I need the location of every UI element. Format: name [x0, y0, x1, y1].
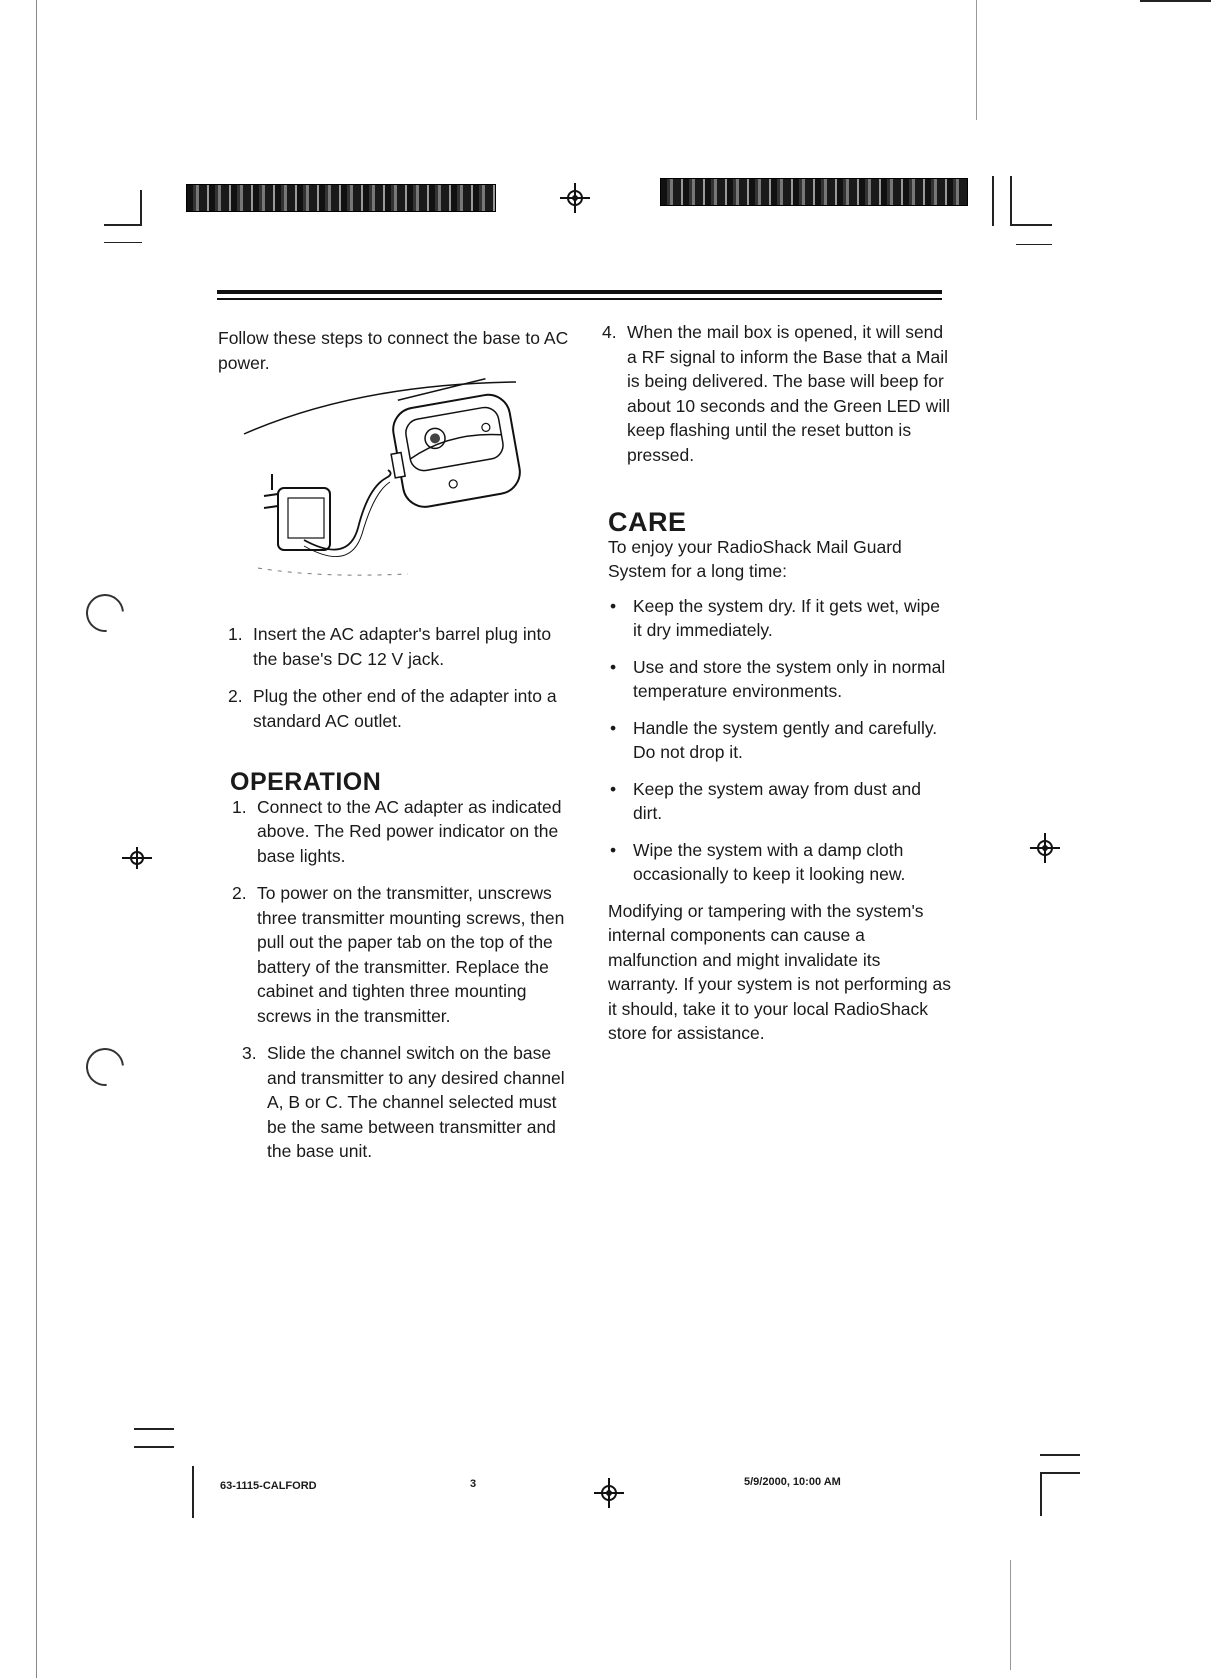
list-item [608, 594, 953, 643]
operation-heading: OPERATION [230, 768, 382, 796]
binder-hole-mark [78, 1040, 132, 1094]
crop-mark [1010, 224, 1052, 226]
step-number: 1. [232, 796, 247, 817]
list-item [232, 881, 580, 1028]
step-number: 1. [228, 624, 243, 644]
connect-steps [228, 622, 578, 746]
step-text: Insert the AC adapter's barrel plug into the base's DC 12 V jack. [253, 624, 552, 669]
step-number: 2. [228, 686, 243, 706]
bullet-dot: • [610, 595, 617, 616]
step-number: 3. [242, 1043, 257, 1063]
crop-mark [1040, 1454, 1080, 1456]
adapter-illustration [238, 378, 528, 588]
registration-mark [122, 843, 152, 873]
footer-file: 63-1115-CALFORD [220, 1480, 317, 1492]
bullet-text: Keep the system away from dust and dirt. [633, 778, 921, 823]
left-column [218, 326, 578, 375]
crop-mark [134, 1428, 174, 1430]
list-item [228, 622, 578, 671]
list-item [232, 795, 580, 869]
bullet-text: Wipe the system with a damp cloth occasionally to keep it looking new. [633, 839, 906, 884]
step-number: 4. [602, 322, 617, 342]
list-item [602, 320, 950, 467]
print-strip-right [660, 178, 968, 206]
operation-section [230, 770, 580, 1177]
list-item [228, 684, 578, 733]
list-item [608, 777, 953, 826]
crop-mark [1010, 1560, 1011, 1670]
step-text: When the mail box is opened, it will send a RF signal to inform the Base that a Mail is being delivered. The base will beep for about 10 seconds and the Green LED will keep flashing until the reset button is pressed. [627, 322, 950, 465]
crop-mark [1010, 176, 1012, 226]
step-text: Connect to the AC adapter as indicated above. The Red power indicator on the base lights. [257, 796, 562, 866]
crop-mark [36, 0, 37, 1678]
header-rule-thin [217, 298, 942, 300]
crop-mark [1016, 244, 1052, 245]
registration-mark [594, 1478, 624, 1508]
step-text: Plug the other end of the adapter into a standard AC outlet. [253, 686, 557, 731]
crop-mark [1040, 1472, 1080, 1474]
crop-mark [104, 242, 142, 243]
list-item [608, 655, 953, 704]
intro-text: Follow these steps to connect the base to AC power. [218, 328, 569, 373]
binder-hole-mark [78, 586, 132, 640]
bullet-dot: • [610, 778, 617, 799]
registration-mark [560, 183, 590, 213]
bullet-dot: • [610, 717, 617, 738]
crop-mark [1140, 0, 1211, 2]
list-item [608, 716, 953, 765]
bullet-dot: • [610, 656, 617, 677]
footer-datetime: 5/9/2000, 10:00 AM [744, 1476, 841, 1488]
step-text: To power on the transmitter, unscrews three transmitter mounting screws, then pull out the paper tab on the top of the battery of the transmitter. Replace the cabinet and tighten three mounting screws in the transmitter. [257, 883, 565, 1026]
crop-mark [992, 176, 994, 226]
bullet-dot: • [610, 839, 617, 860]
crop-mark [976, 0, 977, 120]
bullet-text: Handle the system gently and carefully. Do not drop it. [633, 717, 938, 762]
step-text: Slide the channel switch on the base and transmitter to any desired channel A, B or C. The channel selected must be the same between transmitter and the base unit. [267, 1043, 565, 1161]
crop-mark [1040, 1472, 1042, 1516]
care-intro: To enjoy your RadioShack Mail Guard System for a long time: [608, 536, 902, 581]
step-number: 2. [232, 883, 247, 903]
list-item [608, 838, 953, 887]
list-item [242, 1041, 580, 1164]
crop-mark [192, 1466, 194, 1518]
care-heading: CARE [608, 507, 687, 537]
header-rule [217, 290, 942, 294]
bullet-text: Use and store the system only in normal temperature environments. [633, 656, 946, 701]
care-warning: Modifying or tampering with the system's internal components can cause a malfunction and might invalidate its warranty. If your system is not performing as it should, take it to your local RadioShack store for assistance. [608, 900, 951, 1043]
bullet-text: Keep the system dry. If it gets wet, wipe it dry immediately. [633, 595, 941, 640]
care-section [608, 507, 953, 1046]
footer-page: 3 [470, 1478, 477, 1490]
crop-mark [134, 1446, 174, 1448]
print-strip-left [186, 184, 496, 212]
right-column-step [602, 320, 950, 480]
crop-mark [104, 224, 140, 226]
crop-mark [140, 190, 142, 226]
registration-mark [1030, 833, 1060, 863]
